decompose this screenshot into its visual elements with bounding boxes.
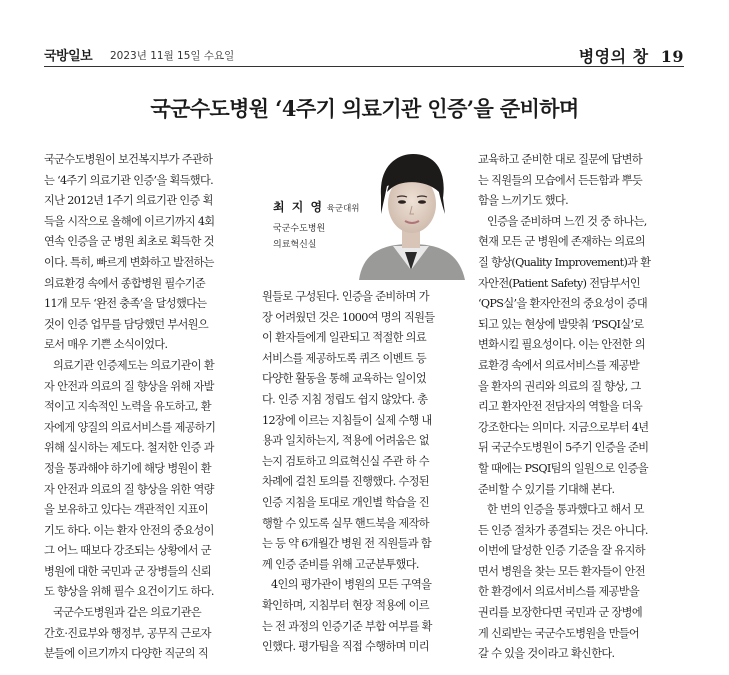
text-line: 인증 지침을 토대로 개인별 학습을 진 [262,495,429,509]
text-line: 이다. 특히, 빠르게 변화하고 발전하는 [44,255,214,269]
text-line: 을 보유하고 있다는 객관적인 지표이 [44,503,208,517]
text-line: 자에게 양질의 의료서비스를 제공하기 [44,420,216,434]
text-line: 는지 검토하고 의료혁신실 주관 하 수 [262,454,429,468]
text-line: 자 안전과 의료의 질 향상을 위한 역량 [44,482,214,496]
text-line: 간호·진료부와 행정부, 공무직 근로자 [44,626,211,640]
masthead [44,44,684,66]
author-portrait [353,152,469,280]
text-line: 께 인증 준비를 위해 고군분투했다. [262,557,419,571]
text-line: 도 향상을 위해 필수 요건이기도 하다. [44,585,214,599]
text-line: 게 신뢰받는 국군수도병원을 만들어 [478,626,640,640]
text-line: 것이 인증 업무를 담당했던 부서원으 [44,317,208,331]
text-line: 11개 모두 ‘완전 충족’을 달성했다는 [44,297,207,311]
text-line: 4인의 평가관이 병원의 모든 구역을 [271,578,432,592]
text-line: 득을 시작으로 올해에 이르기까지 4회 [44,214,215,228]
article-column-1 [44,150,250,665]
section-name: 병영의 창 [578,47,649,66]
text-line: 한 환경에서 의료서비스를 제공받을 [478,585,640,599]
header-rule [44,66,684,67]
text-line: 연속 인증을 군 병원 최초로 획득한 것 [44,235,214,249]
text-line: 교육하고 준비한 대로 질문에 답변하 [478,153,642,166]
article-column-2 [262,287,468,658]
text-line: 12장에 이르는 지침들이 실제 수행 내 [262,413,432,427]
text-line: 료환경 속에서 의료서비스를 제공받 [478,358,640,372]
text-line: 적이고 지속적인 노력을 유도하고, 환 [44,400,211,414]
text-line: 강조한다는 의미다. 지금으로부터 4년 [478,420,649,434]
text-line: 변화시킬 필요성이다. 이는 안전한 의 [478,338,645,352]
text-line: 는 ‘4주기 의료기관 인증’을 획득했다. [44,173,214,187]
article-headline: 국군수도병원 ‘4주기 의료기관 인증’을 준비하며 [150,96,579,121]
text-line: 기도 하다. 이는 환자 안전의 중요성이 [44,523,214,537]
text-line: 되고 있는 현상에 발맞춰 ‘PSQI실’로 [478,317,644,331]
text-line: 는 직원들의 모습에서 든든함과 뿌듯 [478,173,642,187]
text-line: 리고 환자안전 전담자의 역할을 더욱 [478,400,642,414]
text-line: 행할 수 있도록 실무 핸드북을 제작하 [262,516,429,530]
author-organization: 국군수도병원 [273,224,326,234]
text-line: 든 인증 절차가 종결되는 것은 아니다. [478,523,648,537]
text-line: 분들에 이르기까지 다양한 직군의 직 [44,647,208,661]
author-rank: 육군대위 [326,204,360,214]
text-line: 함을 느끼기도 했다. [478,194,568,208]
text-line: 확인하며, 지침부터 현장 적용에 이르 [262,598,429,612]
text-line: 정을 통과해야 하기에 해당 병원이 환 [44,461,211,475]
text-line: 권리를 보장한다면 국민과 군 장병에 [478,606,642,620]
text-line: 지난 2012년 1주기 의료기관 인증 획 [44,194,213,208]
text-line: 로서 매우 기쁜 소식이었다. [44,338,168,352]
text-line: 이 환자들에게 일관되고 적절한 의료 [262,331,426,345]
text-line: 차례에 걸친 토의를 진행했다. 수정된 [262,475,429,489]
text-line: 는 전 과정의 인증기준 부합 여부를 확 [262,619,432,633]
text-line: 자안전(Patient Safety) 전담부서인 [478,276,641,290]
text-line: 서비스를 제공하도록 퀴즈 이벤트 등 [262,351,426,365]
text-line: 다. 인증 지침 정립도 쉽지 않았다. 총 [262,392,428,406]
text-line: 위해 실시하는 제도다. 철저한 인증 과 [44,441,214,455]
text-line: 자 안전과 의료의 질 향상을 위해 자발 [44,379,214,393]
text-line: 할 때에는 PSQI팀의 일원으로 인증을 [478,461,648,475]
text-line: 질 향상(Quality Improvement)과 환 [478,255,651,269]
article-column-3 [478,150,686,665]
text-line: 병원에 대한 국민과 군 장병들의 신뢰 [44,564,211,578]
text-line: 한 번의 인증을 통과했다고 해서 모 [487,503,644,517]
text-line: 인증을 준비하며 느낀 것 중 하나는, [487,214,647,228]
text-line: 는 등 약 6개월간 병원 전 직원들과 함 [262,537,432,551]
text-line: 원들로 구성된다. 인증을 준비하며 가 [262,290,429,303]
text-line: 이번에 달성한 인증 기준을 잘 유지하 [478,544,645,558]
text-line: 을 환자의 권리와 의료의 질 향상, 그 [478,379,641,393]
text-line: 의료기관 인증제도는 의료기관이 환 [53,358,215,372]
text-line: 그 어느 때보다 강조되는 상황에서 군 [44,544,211,558]
text-line: 국군수도병원과 같은 의료기관은 [53,606,202,620]
text-line: 준비할 수 있기를 기대해 본다. [478,482,615,496]
text-line: 갈 수 있을 것이라고 확신한다. [478,647,615,661]
text-line: 면서 병원을 찾는 모든 환자들이 안전 [478,564,645,578]
text-line: 장 어려웠던 것은 1000여 명의 직원들 [262,310,435,324]
text-line: 뒤 국군수도병원이 5주기 인증을 준비 [478,441,649,455]
page-number: 19 [660,47,684,66]
author-photo-box [261,152,469,280]
newspaper-logo: 국방일보 [44,49,93,64]
author-department: 의료혁신실 [273,240,317,250]
text-line: 현재 모든 군 병원에 존재하는 의료의 [478,235,645,249]
text-line: ‘QPS실’을 환자안전의 중요성이 증대 [478,297,647,311]
text-line: 국군수도병원이 보건복지부가 주관하 [44,153,213,166]
text-line: 인했다. 평가팀을 직접 수행하며 미리 [262,640,429,654]
section-title [579,44,684,67]
byline [273,196,360,250]
text-line: 의료환경 속에서 종합병원 필수기준 [44,276,206,290]
text-line: 다양한 활동을 통해 교육하는 일이었 [262,372,426,386]
issue-date: 2023년 11월 15일 수요일 [110,50,235,62]
text-line: 용과 일치하는지, 적용에 어려움은 없 [262,434,429,448]
author-name: 최 지 영 [273,200,324,214]
